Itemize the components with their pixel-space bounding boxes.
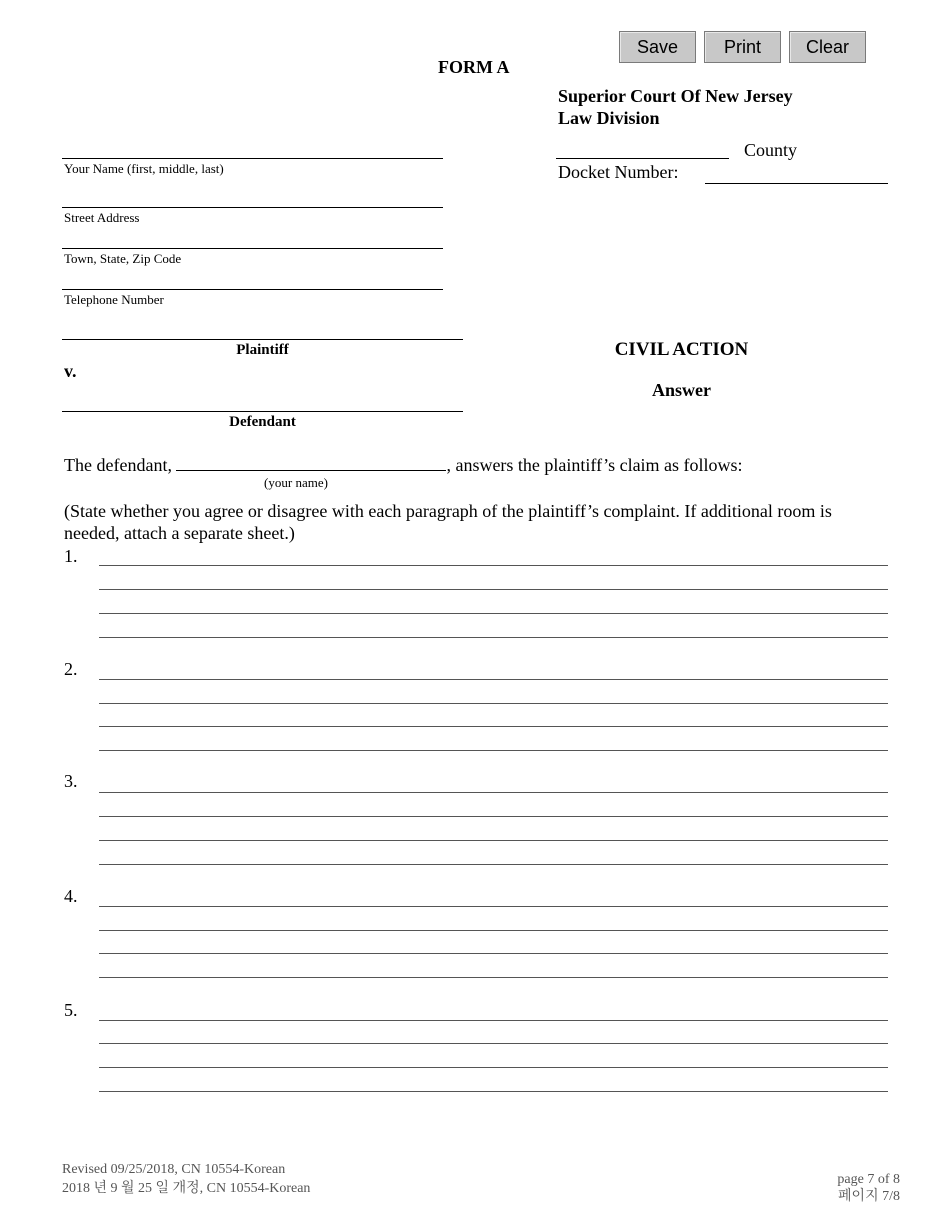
answer-line[interactable] — [99, 930, 888, 931]
county-label: County — [744, 140, 798, 160]
clear-button[interactable]: Clear — [789, 31, 866, 63]
county-field[interactable] — [556, 158, 729, 159]
answer-line[interactable] — [99, 906, 888, 907]
instructions-text: (State whether you agree or disagree with each paragraph of the plaintiff’s complaint. If additional room is needed, attach a separate sheet.) — [64, 501, 832, 543]
revision-ko: 2018 년 9 월 25 일 개정, CN 10554-Korean — [62, 1181, 311, 1196]
answer-line[interactable] — [99, 565, 888, 566]
answer-line[interactable] — [99, 703, 888, 704]
page-number — [837, 1171, 900, 1205]
versus-label: v. — [64, 361, 77, 381]
answer-line[interactable] — [99, 840, 888, 841]
answer-line[interactable] — [99, 750, 888, 751]
answer-line[interactable] — [99, 977, 888, 978]
docket-number-field[interactable] — [705, 183, 888, 184]
answer-line[interactable] — [99, 1067, 888, 1068]
defendant-label: Defendant — [229, 414, 296, 430]
answer-line[interactable] — [99, 953, 888, 954]
page-number-en: page 7 of 8 — [837, 1172, 900, 1187]
defendant-statement — [64, 455, 743, 476]
court-line-2: Law Division — [558, 108, 660, 128]
answer-line[interactable] — [99, 792, 888, 793]
answer-line[interactable] — [99, 1043, 888, 1044]
form-title: FORM A — [438, 57, 510, 77]
street-label: Street Address — [64, 210, 140, 225]
your-name-hint: (your name) — [264, 475, 328, 490]
answer-line[interactable] — [99, 637, 888, 638]
answer-line[interactable] — [99, 1020, 888, 1021]
revision-en: Revised 09/25/2018, CN 10554-Korean — [62, 1162, 286, 1177]
town-field[interactable] — [62, 248, 443, 249]
defendant-field[interactable] — [62, 411, 463, 412]
answer-line[interactable] — [99, 816, 888, 817]
defendant-suffix: , answers the plaintiff’s claim as follows: — [446, 455, 743, 475]
street-field[interactable] — [62, 207, 443, 208]
revision-note — [62, 1160, 310, 1198]
docket-label: Docket Number: — [558, 162, 679, 182]
answer-line[interactable] — [99, 679, 888, 680]
answer-line[interactable] — [99, 864, 888, 865]
name-label: Your Name (first, middle, last) — [64, 161, 224, 176]
name-field[interactable] — [62, 158, 443, 159]
save-button[interactable]: Save — [619, 31, 696, 63]
answer-heading: Answer — [652, 380, 711, 400]
court-name — [558, 85, 793, 129]
print-button[interactable]: Print — [704, 31, 781, 63]
phone-field[interactable] — [62, 289, 443, 290]
paragraph-number: 2. — [64, 659, 78, 679]
civil-action-heading: CIVIL ACTION — [614, 339, 749, 360]
defendant-prefix: The defendant, — [64, 455, 172, 475]
paragraph-number: 3. — [64, 771, 78, 791]
page-number-ko: 페이지 7/8 — [838, 1189, 900, 1204]
plaintiff-label: Plaintiff — [236, 342, 289, 358]
paragraph-number: 4. — [64, 886, 78, 906]
town-label: Town, State, Zip Code — [64, 251, 182, 266]
answer-line[interactable] — [99, 589, 888, 590]
paragraph-number: 5. — [64, 1000, 78, 1020]
answer-line[interactable] — [99, 726, 888, 727]
phone-label: Telephone Number — [64, 292, 164, 307]
defendant-name-field[interactable] — [176, 456, 446, 471]
court-line-1: Superior Court Of New Jersey — [558, 86, 793, 106]
answer-line[interactable] — [99, 1091, 888, 1092]
answer-line[interactable] — [99, 613, 888, 614]
paragraph-number: 1. — [64, 546, 78, 566]
plaintiff-field[interactable] — [62, 339, 463, 340]
